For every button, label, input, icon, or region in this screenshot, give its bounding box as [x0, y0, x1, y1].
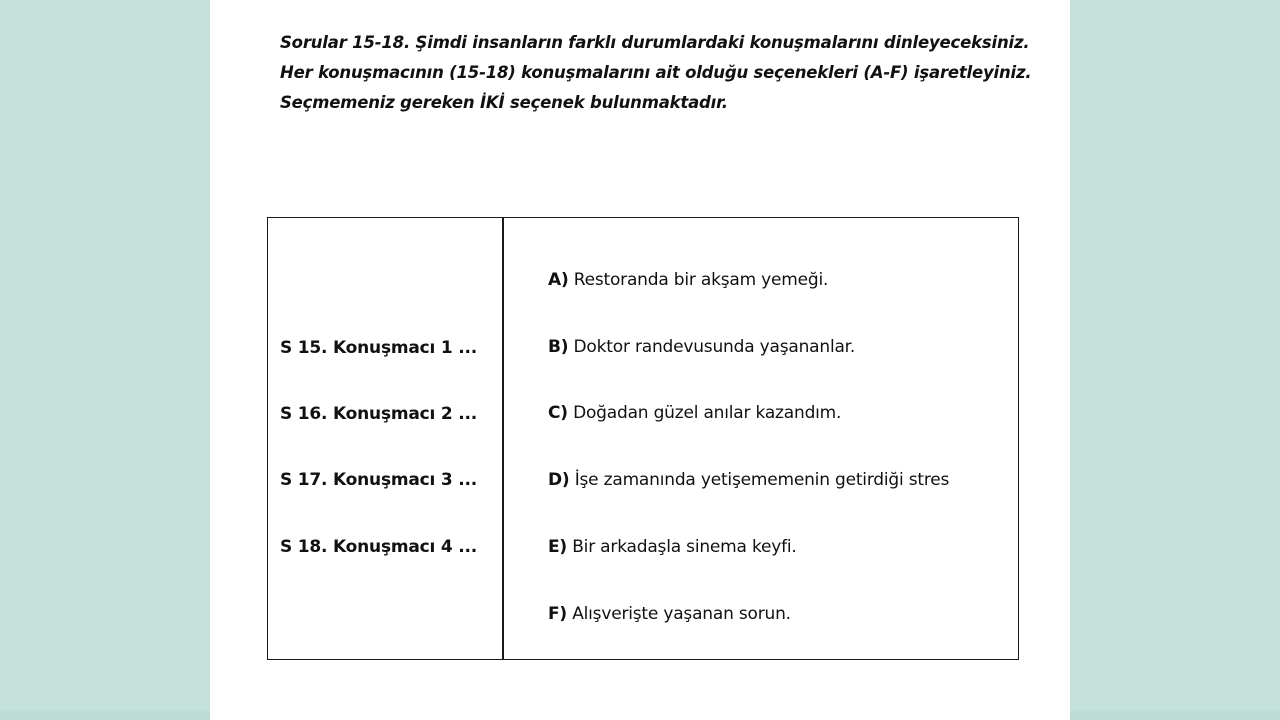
option-c [548, 403, 841, 423]
option-c-text: Doğadan güzel anılar kazandım. [573, 403, 842, 423]
instructions-line-1: Sorular 15-18. Şimdi insanların farklı durumlardaki konuşmalarını dinleyeceksiniz. [280, 33, 1030, 52]
option-d-letter: D) [548, 470, 570, 490]
option-d-text: İşe zamanında yetişememenin getirdiği stres [574, 470, 950, 490]
option-b-letter: B) [548, 337, 569, 357]
speaker-item-15: S 15. Konuşmacı 1 ... [280, 338, 478, 358]
instructions-line-2: Her konuşmacının (15-18) konuşmalarını ait olduğu seçenekleri (A-F) işaretleyiniz. [280, 63, 1032, 82]
option-a-text: Restoranda bir akşam yemeği. [573, 270, 829, 290]
option-a-letter: A) [548, 270, 569, 290]
option-d [548, 470, 949, 490]
option-e [548, 537, 797, 557]
instructions-line-3: Seçmemeniz gereken İKİ seçenek bulunmaktadır. [280, 93, 728, 112]
option-f-text: Alışverişte yaşanan sorun. [572, 604, 791, 624]
matching-table [267, 217, 1019, 660]
option-e-letter: E) [548, 537, 567, 557]
table-column-divider [502, 218, 504, 659]
option-c-letter: C) [548, 403, 568, 423]
document-page [210, 0, 1070, 720]
option-a [548, 270, 828, 290]
left-background [0, 0, 210, 720]
right-background [1070, 0, 1280, 720]
speaker-item-17: S 17. Konuşmacı 3 ... [280, 470, 478, 490]
option-b-text: Doktor randevusunda yaşananlar. [573, 337, 856, 357]
speaker-item-16: S 16. Konuşmacı 2 ... [280, 404, 478, 424]
option-f [548, 604, 791, 624]
option-b [548, 337, 855, 357]
option-e-text: Bir arkadaşla sinema keyfi. [572, 537, 797, 557]
question-instructions [280, 28, 1040, 118]
option-f-letter: F) [548, 604, 567, 624]
speaker-item-18: S 18. Konuşmacı 4 ... [280, 537, 478, 557]
